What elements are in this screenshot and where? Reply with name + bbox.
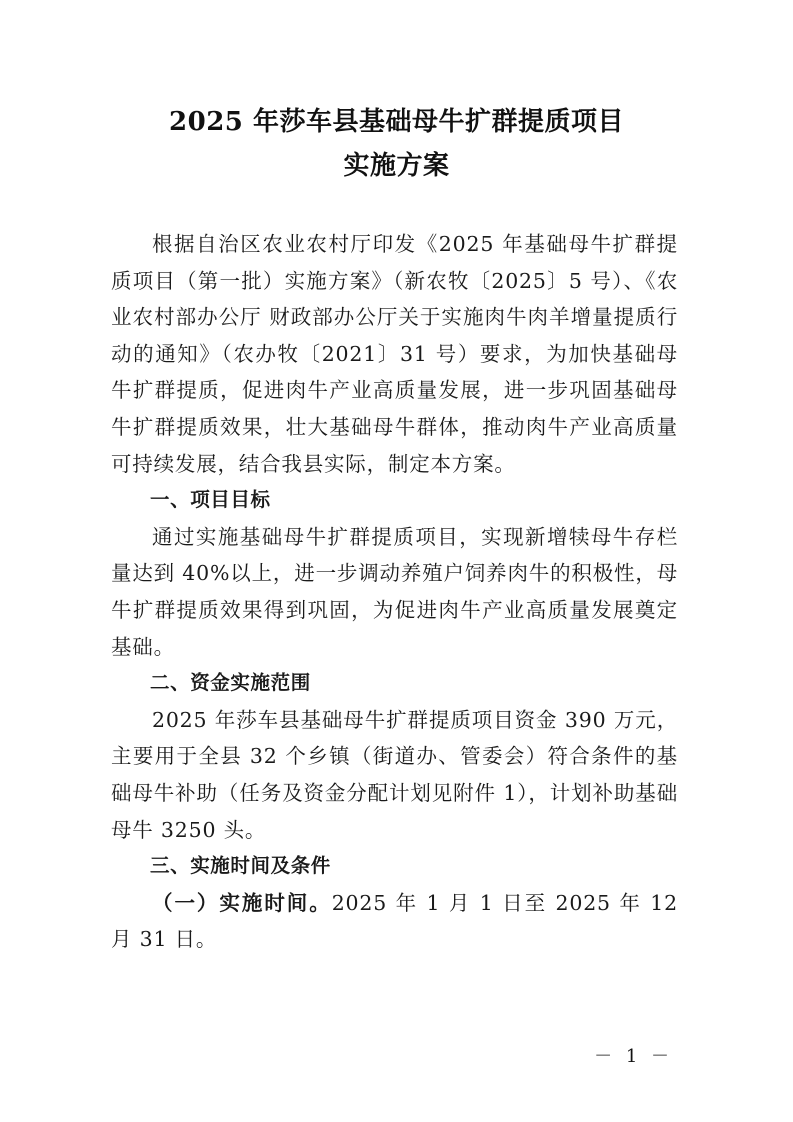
section1-paragraph: 通过实施基础母牛扩群提质项目，实现新增犊母牛存栏量达到 40%以上，进一步调动养殖户饲养肉牛的积极性，母牛扩群提质效果得到巩固，为促进肉牛产业高质量发展奠定基础。: [111, 524, 678, 659]
section3-heading: 三、实施时间及条件: [150, 854, 331, 878]
section1-heading: 一、项目目标: [150, 488, 271, 512]
document-body: [111, 226, 678, 958]
subsection1-lead: （一）实施时间。: [152, 890, 332, 915]
page-number: － 1 －: [594, 1046, 673, 1067]
section2-heading: 二、资金实施范围: [150, 671, 311, 695]
intro-paragraph: 根据自治区农业农村厅印发《2025 年基础母牛扩群提质项目（第一批）实施方案》（新农牧〔2025〕5 号）、《农业农村部办公厅 财政部办公厅关于实施肉牛肉羊增量提质行动的通知》（农办牧〔2021〕31 号）要求，为加快基础母牛扩群提质，促进肉牛产业高质量发展，进一步巩固基础母牛扩群提质效果，壮大基础母牛群体，推动肉牛产业高质量可持续发展，结合我县实际，制定本方案。: [111, 232, 678, 476]
subsection1-text: 2025 年 1 月 1 日至 2025 年 12 月 31 日。: [111, 890, 678, 952]
section2-paragraph: 2025 年莎车县基础母牛扩群提质项目资金 390 万元，主要用于全县 32 个乡镇（街道办、管委会）符合条件的基础母牛补助（任务及资金分配计划见附件 1），计划补助基础母牛 3250 头。: [111, 707, 678, 842]
subsection1-paragraph: [111, 885, 678, 958]
document-title-line2: 实施方案: [343, 151, 450, 181]
document-title-line1: 2025 年莎车县基础母牛扩群提质项目: [169, 107, 624, 137]
